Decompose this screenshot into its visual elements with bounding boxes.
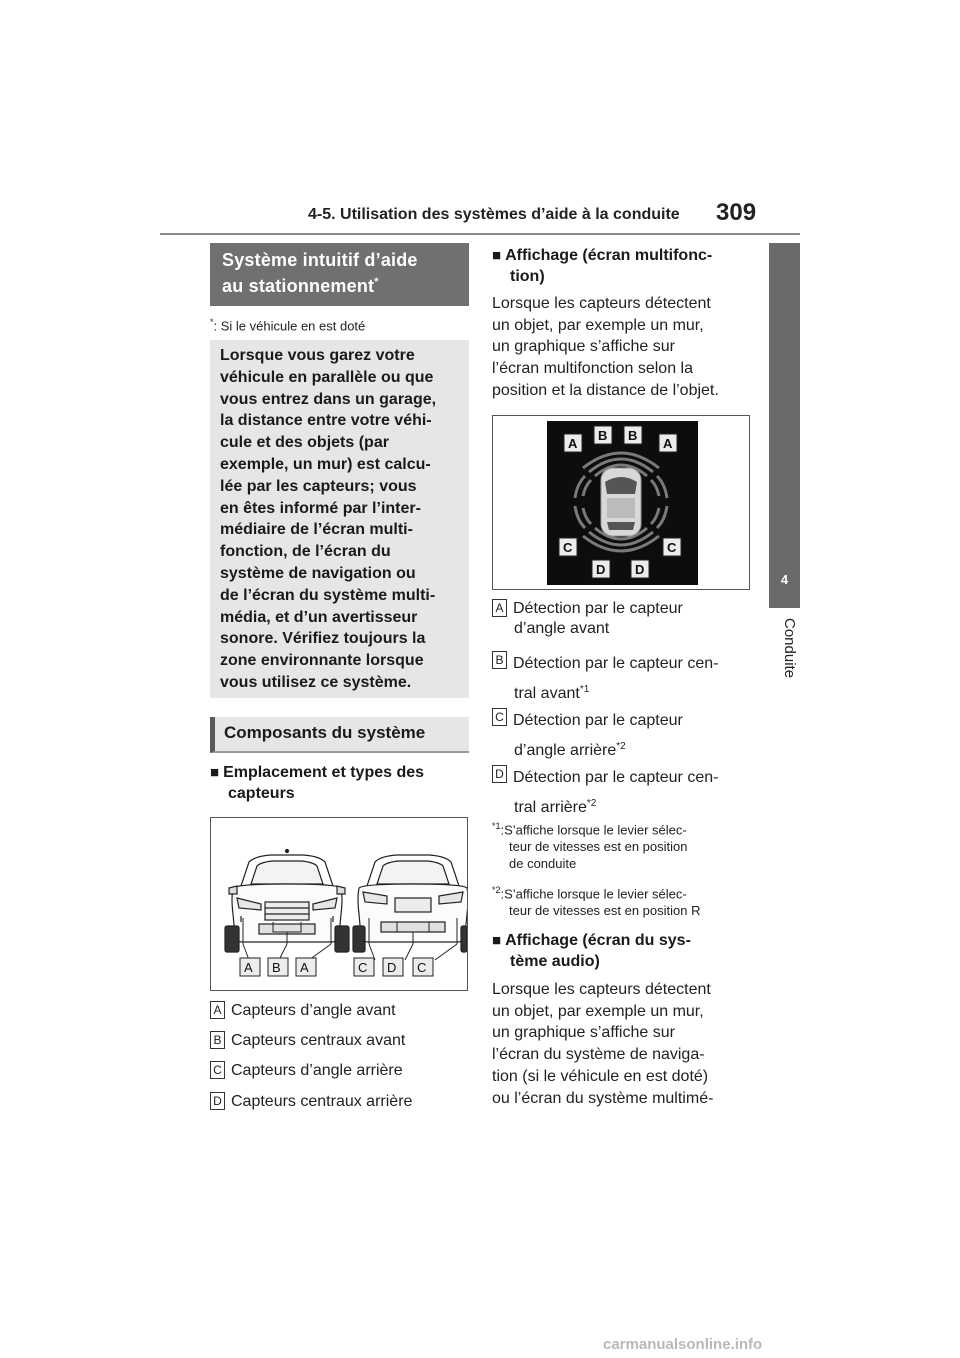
header-rule	[160, 233, 800, 235]
car-rear-view	[353, 855, 467, 952]
screen-label: C	[667, 540, 677, 555]
screen-legend-a: A Détection par le capteur d’angle avant	[492, 599, 757, 639]
audio-display-body: Lorsque les capteurs détectent un objet, par exemple un mur, un graphique s’affiche sur l’écran du système de naviga- tion (si le véhicule en est doté) ou l’écran du système multimé-	[492, 981, 714, 1107]
vehicle-footnote	[210, 317, 365, 333]
intro-line: vous entrez dans un garage,	[220, 390, 437, 408]
section-title	[210, 243, 469, 306]
intro-box	[210, 340, 469, 698]
key-badge: D	[210, 1092, 225, 1110]
intro-line: de l’écran du système multi-	[220, 586, 436, 604]
audio-display-heading: ■ Affichage (écran du sys- tème audio)	[492, 932, 691, 970]
running-header: 4-5. Utilisation des systèmes d’aide à la conduite	[308, 206, 680, 223]
screen-label: D	[596, 562, 606, 577]
parking-sensor-screen-illustration	[493, 416, 749, 589]
figure-label: D	[387, 960, 397, 975]
key-badge: D	[492, 765, 507, 783]
chapter-tab	[769, 243, 800, 608]
intro-line: lée par les capteurs; vous	[220, 477, 417, 495]
chapter-tab-number: 4	[780, 572, 789, 587]
figure-label: A	[300, 960, 309, 975]
screen-legend-d: D Détection par le capteur cen- tral arrière$^{*2}$	[492, 765, 757, 821]
figure-label: A	[244, 960, 253, 975]
front-sensor-labels	[240, 958, 316, 976]
screen-label: B	[628, 428, 638, 443]
watermark: carmanualsonline.info	[603, 1336, 763, 1353]
intro-line: média, et d’un avertisseur	[220, 608, 418, 626]
vehicle-front-rear-illustration	[211, 818, 467, 990]
screen-label: C	[563, 540, 573, 555]
intro-line: cule et des objets (par	[220, 434, 389, 452]
screen-label: B	[598, 428, 608, 443]
page-number: 309	[716, 199, 757, 226]
figure-label: B	[272, 960, 281, 975]
legend-item-c: C Capteurs d’angle arrière	[210, 1061, 403, 1081]
key-badge: B	[210, 1031, 225, 1049]
footnote-mark: *	[210, 317, 214, 327]
intro-line: la distance entre votre véhi-	[220, 412, 432, 430]
car-top-view-icon	[601, 468, 641, 536]
figure-label: C	[358, 960, 368, 975]
legend-item-a: A Capteurs d’angle avant	[210, 1001, 396, 1021]
bullet-square-icon: ■	[210, 764, 220, 781]
multi-display-figure	[492, 415, 750, 590]
sensor-location-figure	[210, 817, 468, 991]
intro-line: exemple, un mur) est calcu-	[220, 455, 431, 473]
section-title-asterisk: *	[374, 276, 379, 288]
multi-display-body: Lorsque les capteurs détectent un objet, par exemple un mur, un graphique s’affiche sur l’écran multifonction selon la position et la distance de l’objet.	[492, 295, 719, 399]
key-badge: C	[210, 1061, 225, 1079]
intro-line: vous utilisez ce système.	[220, 673, 412, 691]
legend-item-b: B Capteurs centraux avant	[210, 1031, 405, 1051]
chapter-tab-label: Conduite	[781, 618, 798, 679]
intro-line: en êtes informé par l’inter-	[220, 499, 421, 517]
note-2: $^{*2}$:S’affiche lorsque le levier sélec- teur de vitesses est en position R	[492, 885, 701, 919]
screen-label: D	[635, 562, 645, 577]
rear-sensor-labels	[354, 958, 433, 976]
multi-display-heading: ■ Affichage (écran multifonc- tion)	[492, 247, 713, 285]
intro-line: système de navigation ou	[220, 564, 416, 582]
footnote-text: : Si le véhicule en est doté	[213, 318, 366, 334]
key-badge: B	[492, 651, 507, 669]
components-title: Composants du système	[210, 717, 469, 753]
screen-label: A	[568, 436, 578, 451]
key-badge: A	[210, 1001, 225, 1019]
key-badge: A	[492, 599, 507, 617]
legend-item-d: D Capteurs centraux arrière	[210, 1092, 412, 1112]
intro-line: véhicule en parallèle ou que	[220, 368, 434, 386]
intro-line: fonction, de l’écran du	[220, 543, 391, 561]
sensor-location-heading: ■ Emplacement et types des capteurs	[210, 764, 425, 802]
intro-line: Lorsque vous garez votre	[220, 347, 415, 364]
section-title-line1: Système intuitif d’aide	[222, 250, 418, 270]
key-badge: C	[492, 708, 507, 726]
intro-line: médiaire de l’écran multi-	[220, 521, 413, 539]
section-title-line2: au stationnement	[222, 276, 375, 296]
intro-line: zone environnante lorsque	[220, 652, 424, 670]
bullet-square-icon: ■	[492, 932, 502, 949]
figure-label: C	[417, 960, 427, 975]
bullet-square-icon: ■	[492, 247, 502, 264]
intro-line: sonore. Vérifiez toujours la	[220, 630, 426, 648]
note-1: $^{*1}$:S’affiche lorsque le levier sélec- teur de vitesses est en position de conduite	[492, 821, 688, 872]
screen-legend-c: C Détection par le capteur d’angle arrière$^{*2}$	[492, 708, 757, 764]
screen-legend-b: B Détection par le capteur cen- tral avant$^{*1}$	[492, 651, 757, 707]
screen-label: A	[663, 436, 673, 451]
